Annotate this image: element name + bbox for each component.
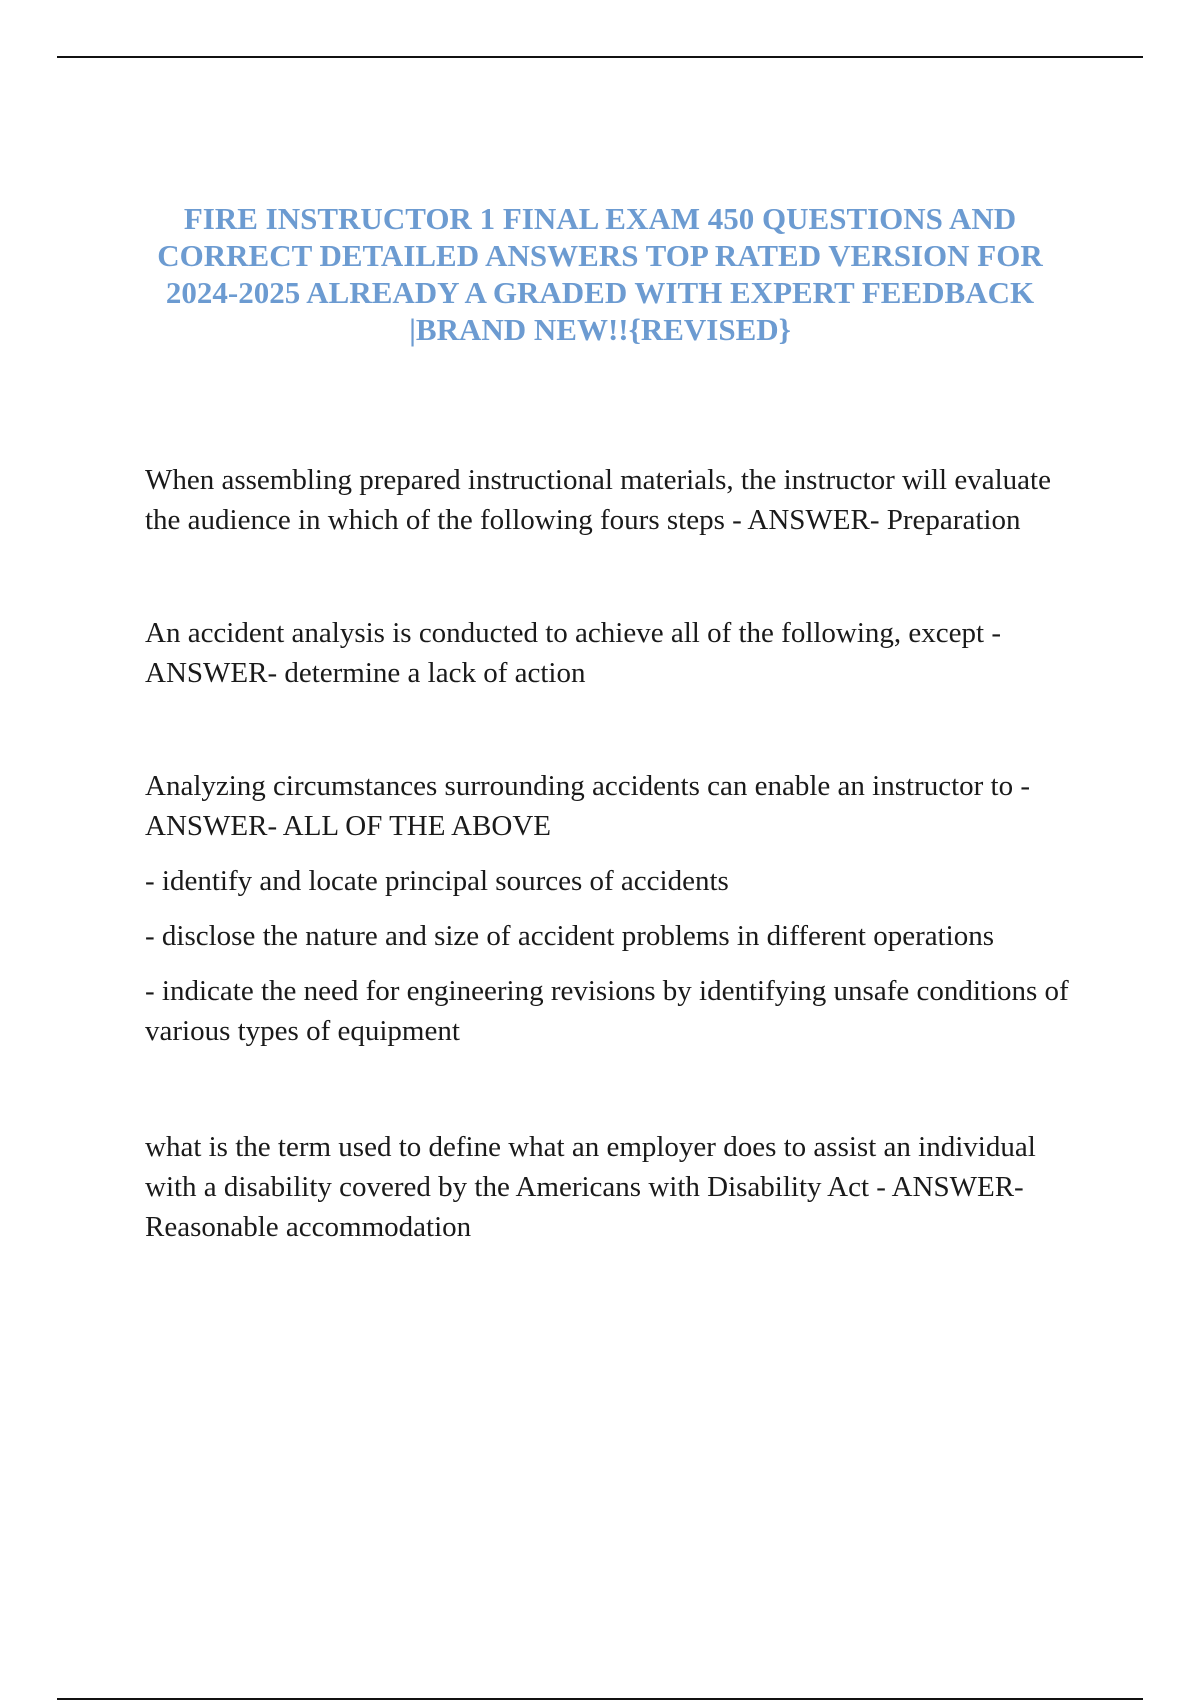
answer-bullet-2: - disclose the nature and size of accident problems in different operations	[145, 920, 995, 952]
document-title: FIRE INSTRUCTOR 1 FINAL EXAM 450 QUESTIONS AND CORRECT DETAILED ANSWERS TOP RATED VERSION FOR 2024-2025 ALREADY A GRADED WITH EXPERT FEEDBACK |BRAND NEW!!{REVISED}	[157, 201, 1043, 347]
question-answer-3: Analyzing circumstances surrounding accidents can enable an instructor to - ANSWER- ALL OF THE ABOVE	[145, 770, 1030, 842]
answer-bullet-1: - identify and locate principal sources of accidents	[145, 865, 729, 897]
top-divider	[57, 56, 1143, 58]
question-answer-4: what is the term used to define what an employer does to assist an individual with a disability covered by the Americans with Disability Act - ANSWER- Reasonable accommodation	[145, 1131, 1036, 1243]
question-answer-1: When assembling prepared instructional materials, the instructor will evaluate the audience in which of the following fours steps - ANSWER- Preparation	[145, 464, 1051, 536]
answer-bullet-3: - indicate the need for engineering revisions by identifying unsafe conditions of various types of equipment	[145, 975, 1069, 1047]
question-answer-2: An accident analysis is conducted to achieve all of the following, except - ANSWER- determine a lack of action	[145, 617, 1002, 689]
document-body	[145, 460, 1085, 1247]
